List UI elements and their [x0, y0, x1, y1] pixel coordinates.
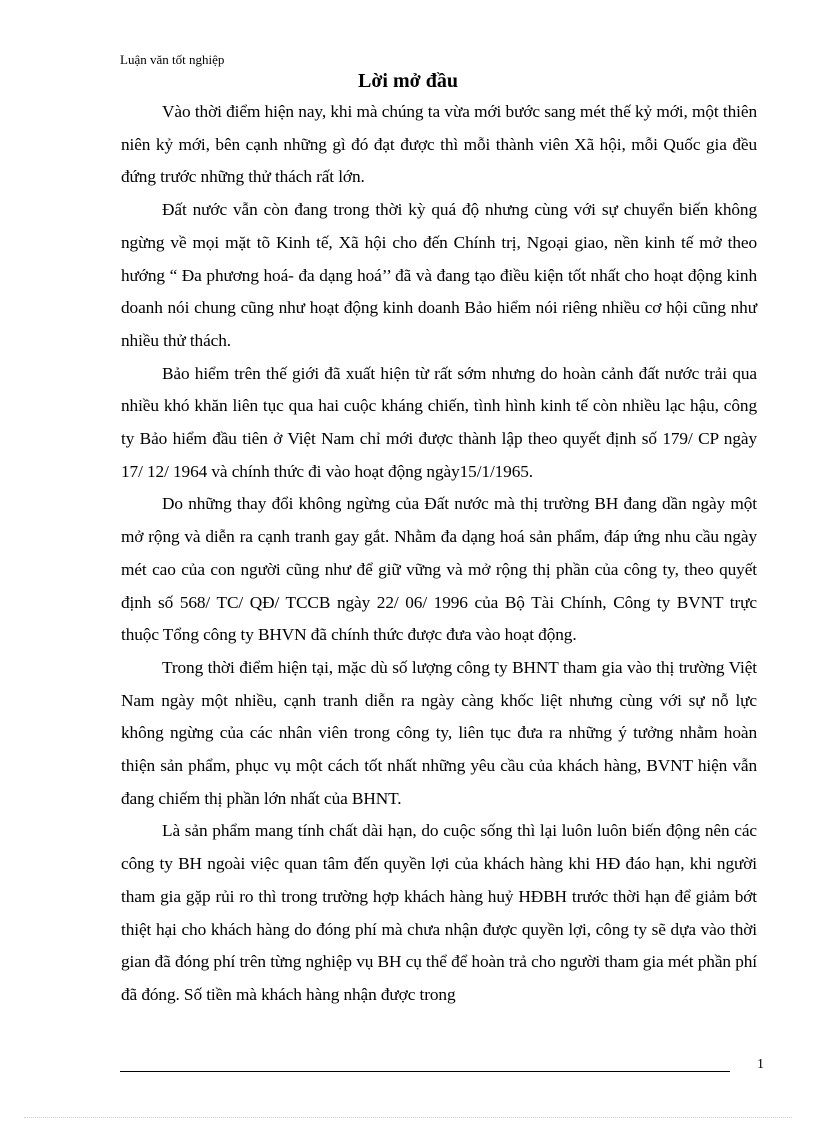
paragraph-2: Đất nước vẫn còn đang trong thời kỳ quá độ nhưng cùng với sự chuyển biến không ngừng về mọi mặt tõ Kinh tế, Xã hội cho đến Chính trị, Ngoại giao, nền kinh tế mở theo hướng “ Đa phương hoá- đa dạng hoá’’ đã và đang tạo điều kiện tốt nhất cho hoạt động kinh doanh nói chung cũng như hoạt động kinh doanh Bảo hiểm nói riêng nhiều cơ hội cũng như nhiều thử thách.	[121, 200, 757, 350]
page-number: 1	[757, 1057, 764, 1072]
paragraph-4: Do những thay đổi không ngừng của Đất nước mà thị trường BH đang dần ngày một mở rộng và diễn ra cạnh tranh gay gắt. Nhằm đa dạng hoá sản phẩm, đáp ứng nhu cầu ngày mét cao của con người cũng như để giữ vững và mở rộng thị phần của công ty, theo quyết định số 568/ TC/ QĐ/ TCCB ngày 22/ 06/ 1996 của Bộ Tài Chính, Công ty BVNT trực thuộc Tổng công ty BHVN đã chính thức được đưa vào hoạt động.	[121, 494, 757, 645]
page-boundary-divider	[24, 1117, 792, 1118]
paragraph-3: Bảo hiểm trên thế giới đã xuất hiện từ rất sớm nhưng do hoàn cảnh đất nước trải qua nhiều khó khăn liên tục qua hai cuộc kháng chiến, tình hình kinh tế còn nhiều lạc hậu, công ty Bảo hiểm đầu tiên ở Việt Nam chỉ mới được thành lập theo quyết định số 179/ CP ngày 17/ 12/ 1964 và chính thức đi vào hoạt động ngày15/1/1965.	[121, 363, 757, 481]
page-title: Lời mở đầu	[358, 70, 458, 92]
document-body	[121, 96, 757, 1012]
paragraph-1: Vào thời điểm hiện nay, khi mà chúng ta vừa mới bước sang mét thế kỷ mới, một thiên niên kỷ mới, bên cạnh những gì đó đạt được thì mỗi thành viên Xã hội, mỗi Quốc gia đều đứng trước những thử thách rất lớn.	[121, 102, 757, 187]
footer-divider	[120, 1071, 730, 1072]
running-header: Luận văn tốt nghiệp	[120, 52, 225, 67]
paragraph-5: Trong thời điểm hiện tại, mặc dù số lượng công ty BHNT tham gia vào thị trường Việt Nam ngày một nhiều, cạnh tranh diễn ra ngày càng khốc liệt nhưng cùng với sự nỗ lực không ngừng của các nhân viên trong công ty, liên tục đưa ra những ý tưởng nhằm hoàn thiện sản phẩm, phục vụ một cách tốt nhất những yêu cầu của khách hàng, BVNT hiện vẫn đang chiếm thị phần lớn nhất của BHNT.	[121, 657, 757, 808]
paragraph-6: Là sản phẩm mang tính chất dài hạn, do cuộc sống thì lại luôn luôn biến động nên các công ty BH ngoài việc quan tâm đến quyền lợi của khách hàng khi HĐ đáo hạn, khi người tham gia gặp rủi ro thì trong trường hợp khách hàng huỷ HĐBH trước thời hạn để giảm bớt thiệt hại cho khách hàng do đóng phí mà chưa nhận được quyền lợi, công ty sẽ dựa vào thời gian đã đóng phí trên từng nghiệp vụ BH cụ thể để hoàn trả cho người tham gia mét phần phí đã đóng. Số tiền mà khách hàng nhận được trong	[121, 821, 757, 1004]
